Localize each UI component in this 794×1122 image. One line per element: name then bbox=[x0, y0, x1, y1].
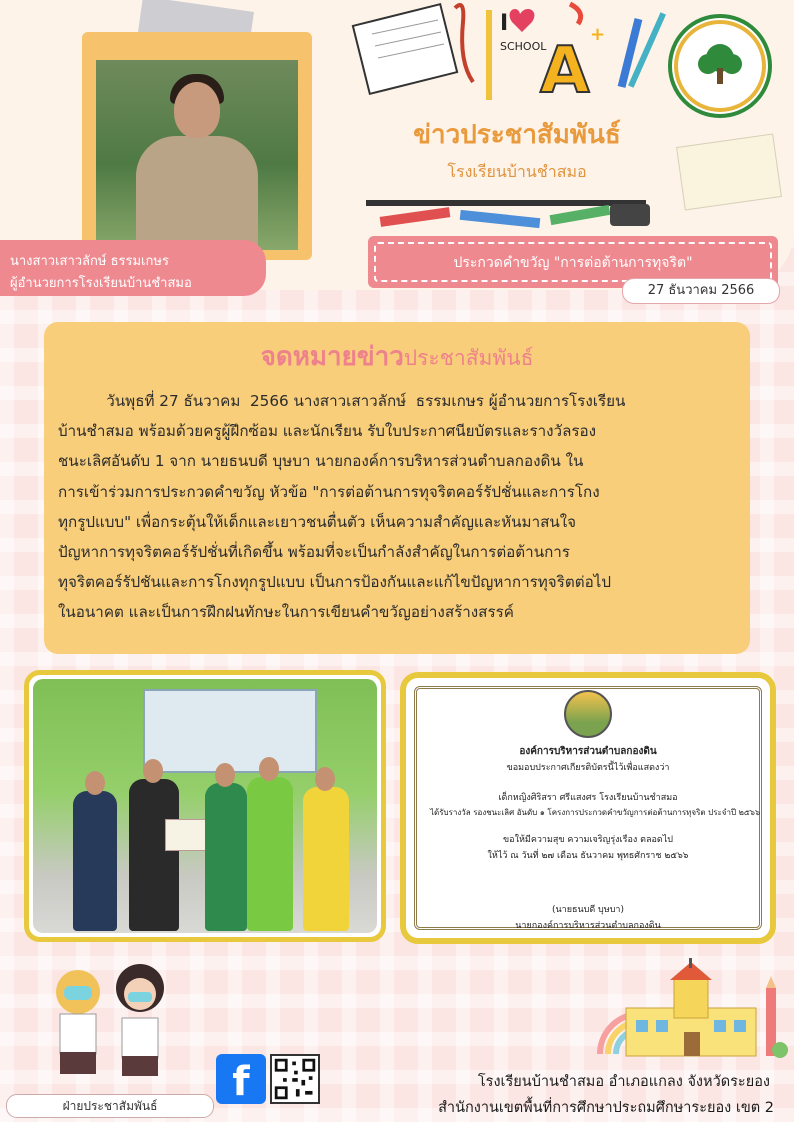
cert-org: องค์การบริหารส่วนตำบลกองดิน bbox=[519, 746, 657, 757]
qr-code-icon[interactable] bbox=[270, 1054, 320, 1104]
school-building-illustration bbox=[590, 958, 790, 1068]
news-date: 27 ธันวาคม 2566 bbox=[622, 278, 780, 304]
newsletter-title: จดหมายข่าวประชาสัมพันธ์ bbox=[260, 342, 534, 372]
contest-banner-text: ประกวดคำขวัญ "การต่อต้านการทุจริต" bbox=[453, 255, 693, 271]
organization-emblem bbox=[564, 690, 612, 738]
pr-department-tag: ฝ่ายประชาสัมพันธ์ bbox=[6, 1094, 214, 1118]
cert-intro: ขอมอบประกาศเกียรติบัตรนี้ไว้เพื่อแสดงว่า bbox=[506, 763, 670, 773]
body-line: ทุกรูปแบบ" เพื่อกระตุ้นให้เด็กและเยาวชนตื่นตัว เห็นความสำคัญและหันมาสนใจ bbox=[58, 512, 577, 531]
director-name: นางสาวเสาวลักษ์ ธรรมเกษร bbox=[10, 254, 169, 269]
school-address: โรงเรียนบ้านชำสมอ อำเภอแกลง จังหวัดระยอง bbox=[477, 1074, 770, 1090]
body-line: ในอนาคต และเป็นการฝึกฝนทักษะในการเขียนคำขวัญอย่างสร้างสรรค์ bbox=[58, 603, 514, 622]
cert-signer: (นายธนบดี บุษบา) bbox=[552, 905, 624, 915]
page-subtitle: โรงเรียนบ้านชำสมอ bbox=[447, 162, 587, 181]
svg-text:I: I bbox=[500, 11, 509, 36]
envelope-decoration bbox=[676, 133, 782, 210]
award-ceremony-photo bbox=[24, 670, 386, 942]
school-supplies-illustration bbox=[340, 0, 700, 110]
director-title: ผู้อำนวยการโรงเรียนบ้านชำสมอ bbox=[10, 276, 192, 291]
director-photo bbox=[96, 60, 298, 250]
svg-text:+: + bbox=[590, 24, 606, 45]
page-title: ข่าวประชาสัมพันธ์ bbox=[413, 120, 621, 150]
pencils-decoration bbox=[360, 190, 660, 240]
svg-text:SCHOOL: SCHOOL bbox=[500, 40, 547, 53]
newsletter-body bbox=[58, 386, 740, 628]
body-line: วันพุธที่ 27 ธันวาคม 2566 นางสาวเสาวลักษ์ ธรรมเกษร ผู้อำนวยการโรงเรียน bbox=[58, 392, 626, 410]
cert-given: ให้ไว้ ณ วันที่ ๒๗ เดือน ธันวาคม พุทธศักราช ๒๕๖๖ bbox=[487, 851, 689, 861]
cert-recipient: เด็กหญิงศิริสรา ศรีแสงศร โรงเรียนบ้านชำสมอ bbox=[498, 793, 678, 803]
kids-illustration bbox=[40, 962, 180, 1092]
facebook-icon[interactable]: f bbox=[216, 1054, 266, 1104]
body-line: การเข้าร่วมการประกวดคำขวัญ หัวข้อ "การต่อต้านการทุจริตคอร์รัปชั่นและการโกง bbox=[58, 482, 600, 501]
cert-wish: ขอให้มีความสุข ความเจริญรุ่งเรือง ตลอดไป bbox=[503, 835, 673, 845]
svg-text:A: A bbox=[540, 34, 590, 108]
school-logo bbox=[668, 14, 772, 118]
education-office: สำนักงานเขตพื้นที่การศึกษาประถมศึกษาระยอง เขต 2 bbox=[438, 1100, 774, 1116]
body-line: ชนะเลิศอันดับ 1 จาก นายธนบดี บุษบา นายกองค์การบริหารส่วนตำบลกองดิน ใน bbox=[58, 452, 584, 471]
body-line: บ้านชำสมอ พร้อมด้วยครูผู้ฝึกซ้อม และนักเรียน รับใบประกาศนียบัตรและรางวัลรอง bbox=[58, 422, 597, 441]
body-line: ปัญหาการทุจริตคอร์รัปชั่นที่เกิดขึ้น พร้อมที่จะเป็นกำลังสำคัญในการต่อต้านการ bbox=[58, 543, 570, 562]
cert-award: ได้รับรางวัล รองชนะเลิศ อันดับ ๑ โครงการประกวดคำขวัญการต่อต้านการทุจริต ประจำปี ๒๕๖๖ bbox=[430, 808, 761, 817]
body-line: ทุจริตคอร์รัปชันและการโกงทุกรูปแบบ เป็นการป้องกันและแก้ไขปัญหาการทุจริตต่อไป bbox=[58, 573, 611, 592]
cert-signer-title: นายกองค์การบริหารส่วนตำบลกองดิน bbox=[515, 921, 661, 931]
